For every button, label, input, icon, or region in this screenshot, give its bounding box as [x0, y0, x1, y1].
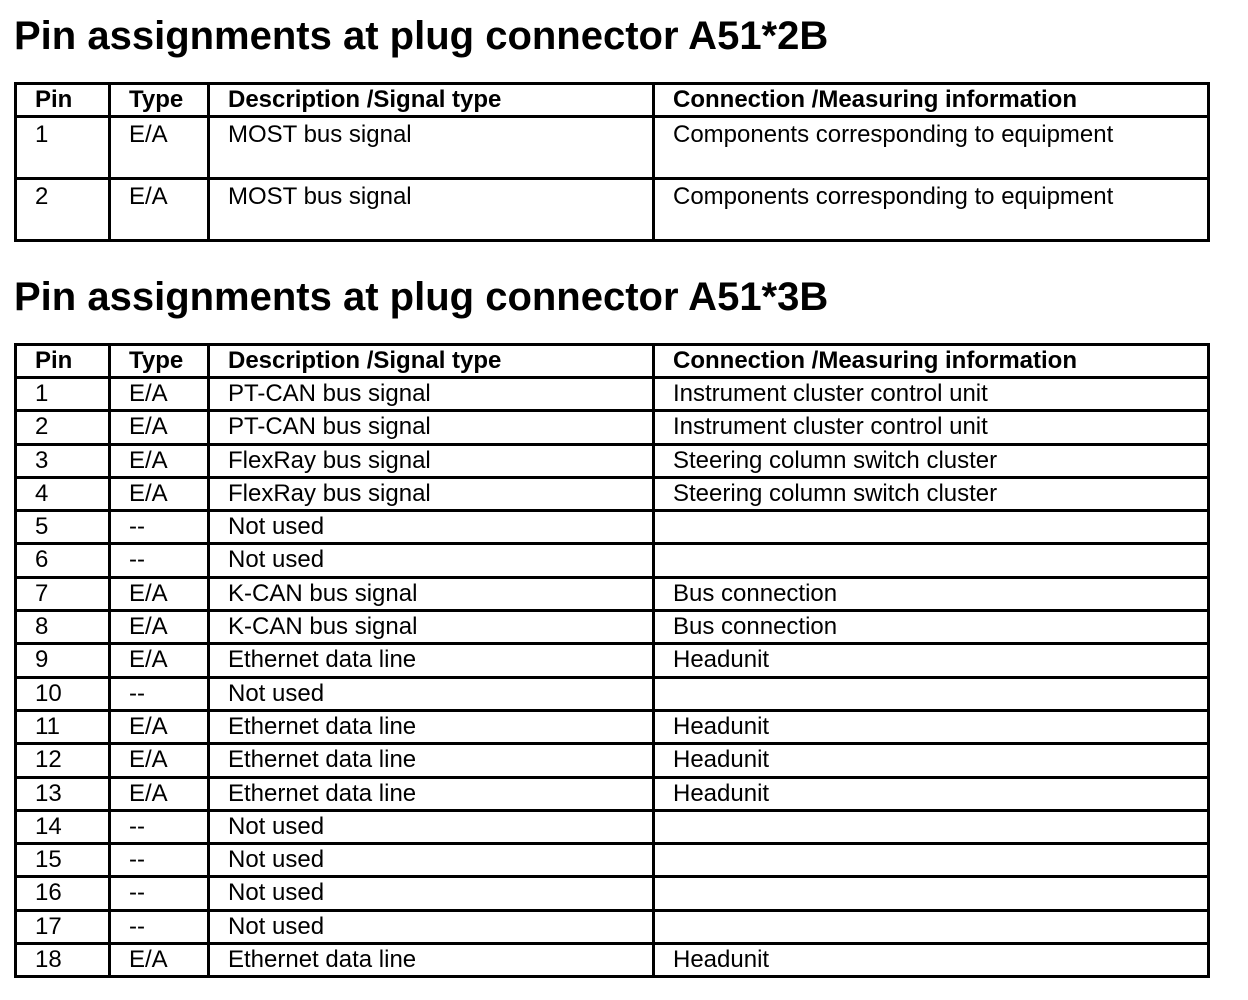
cell-pin: 1 [16, 378, 110, 411]
cell-type: E/A [110, 477, 209, 510]
cell-description: FlexRay bus signal [209, 477, 654, 510]
cell-description: Not used [209, 544, 654, 577]
column-header-description: Description /Signal type [209, 84, 654, 117]
cell-pin: 18 [16, 944, 110, 977]
cell-pin: 13 [16, 777, 110, 810]
cell-type: -- [110, 544, 209, 577]
cell-connection: Bus connection [654, 577, 1209, 610]
table-row [16, 744, 1209, 777]
cell-description: Not used [209, 910, 654, 943]
table-row [16, 411, 1209, 444]
column-header-type: Type [110, 345, 209, 378]
cell-type: E/A [110, 777, 209, 810]
cell-pin: 12 [16, 744, 110, 777]
cell-description: Not used [209, 810, 654, 843]
column-header-type: Type [110, 84, 209, 117]
cell-connection: Headunit [654, 644, 1209, 677]
cell-type: E/A [110, 117, 209, 179]
table-row [16, 810, 1209, 843]
cell-pin: 2 [16, 179, 110, 241]
table-row [16, 644, 1209, 677]
cell-pin: 5 [16, 511, 110, 544]
table-header-row [16, 345, 1209, 378]
cell-pin: 15 [16, 844, 110, 877]
table-row [16, 877, 1209, 910]
cell-type: -- [110, 910, 209, 943]
cell-type: E/A [110, 444, 209, 477]
cell-description: Ethernet data line [209, 944, 654, 977]
page-title-a51-3b: Pin assignments at plug connector A51*3B [14, 275, 829, 319]
cell-pin: 4 [16, 477, 110, 510]
cell-type: -- [110, 844, 209, 877]
pin-table-a51-2b [14, 82, 1210, 242]
table-header-row [16, 84, 1209, 117]
cell-description: Ethernet data line [209, 777, 654, 810]
cell-type: -- [110, 810, 209, 843]
cell-description: K-CAN bus signal [209, 577, 654, 610]
cell-type: -- [110, 877, 209, 910]
cell-description: Ethernet data line [209, 644, 654, 677]
table-row [16, 777, 1209, 810]
cell-connection: Components corresponding to equipment [654, 117, 1209, 179]
table-row [16, 544, 1209, 577]
cell-description: MOST bus signal [209, 117, 654, 179]
cell-connection [654, 511, 1209, 544]
cell-description: Not used [209, 511, 654, 544]
cell-connection [654, 677, 1209, 710]
table-row [16, 511, 1209, 544]
column-header-pin: Pin [16, 345, 110, 378]
cell-connection [654, 544, 1209, 577]
cell-description: K-CAN bus signal [209, 611, 654, 644]
cell-description: PT-CAN bus signal [209, 378, 654, 411]
cell-pin: 17 [16, 910, 110, 943]
cell-connection [654, 844, 1209, 877]
cell-connection [654, 910, 1209, 943]
column-header-connection: Connection /Measuring information [654, 345, 1209, 378]
cell-description: Ethernet data line [209, 744, 654, 777]
cell-connection: Instrument cluster control unit [654, 411, 1209, 444]
cell-description: Not used [209, 877, 654, 910]
cell-type: E/A [110, 944, 209, 977]
table-row [16, 944, 1209, 977]
cell-connection [654, 877, 1209, 910]
cell-description: FlexRay bus signal [209, 444, 654, 477]
cell-connection: Bus connection [654, 611, 1209, 644]
table-row [16, 910, 1209, 943]
cell-pin: 8 [16, 611, 110, 644]
cell-connection: Steering column switch cluster [654, 444, 1209, 477]
cell-type: E/A [110, 577, 209, 610]
cell-pin: 1 [16, 117, 110, 179]
cell-description: MOST bus signal [209, 179, 654, 241]
cell-type: -- [110, 511, 209, 544]
table-row [16, 444, 1209, 477]
cell-pin: 6 [16, 544, 110, 577]
table-row [16, 577, 1209, 610]
cell-description: Not used [209, 677, 654, 710]
table-row [16, 477, 1209, 510]
cell-type: E/A [110, 710, 209, 743]
cell-type: E/A [110, 611, 209, 644]
table-row [16, 710, 1209, 743]
column-header-connection: Connection /Measuring information [654, 84, 1209, 117]
cell-pin: 2 [16, 411, 110, 444]
cell-connection: Headunit [654, 944, 1209, 977]
cell-description: Not used [209, 844, 654, 877]
cell-description: PT-CAN bus signal [209, 411, 654, 444]
pin-table-a51-3b [14, 343, 1210, 978]
cell-connection: Headunit [654, 744, 1209, 777]
cell-connection: Instrument cluster control unit [654, 378, 1209, 411]
cell-type: E/A [110, 378, 209, 411]
cell-connection: Headunit [654, 710, 1209, 743]
cell-description: Ethernet data line [209, 710, 654, 743]
table-row [16, 117, 1209, 179]
cell-pin: 11 [16, 710, 110, 743]
cell-pin: 3 [16, 444, 110, 477]
cell-type: E/A [110, 179, 209, 241]
cell-connection: Steering column switch cluster [654, 477, 1209, 510]
cell-pin: 9 [16, 644, 110, 677]
cell-type: -- [110, 677, 209, 710]
cell-type: E/A [110, 744, 209, 777]
cell-pin: 10 [16, 677, 110, 710]
cell-connection [654, 810, 1209, 843]
cell-pin: 14 [16, 810, 110, 843]
table-row [16, 844, 1209, 877]
page-title-a51-2b: Pin assignments at plug connector A51*2B [14, 14, 829, 58]
cell-type: E/A [110, 644, 209, 677]
column-header-pin: Pin [16, 84, 110, 117]
cell-connection: Components corresponding to equipment [654, 179, 1209, 241]
cell-connection: Headunit [654, 777, 1209, 810]
table-row [16, 611, 1209, 644]
table-row [16, 677, 1209, 710]
cell-type: E/A [110, 411, 209, 444]
table-row [16, 179, 1209, 241]
table-row [16, 378, 1209, 411]
cell-pin: 16 [16, 877, 110, 910]
column-header-description: Description /Signal type [209, 345, 654, 378]
cell-pin: 7 [16, 577, 110, 610]
